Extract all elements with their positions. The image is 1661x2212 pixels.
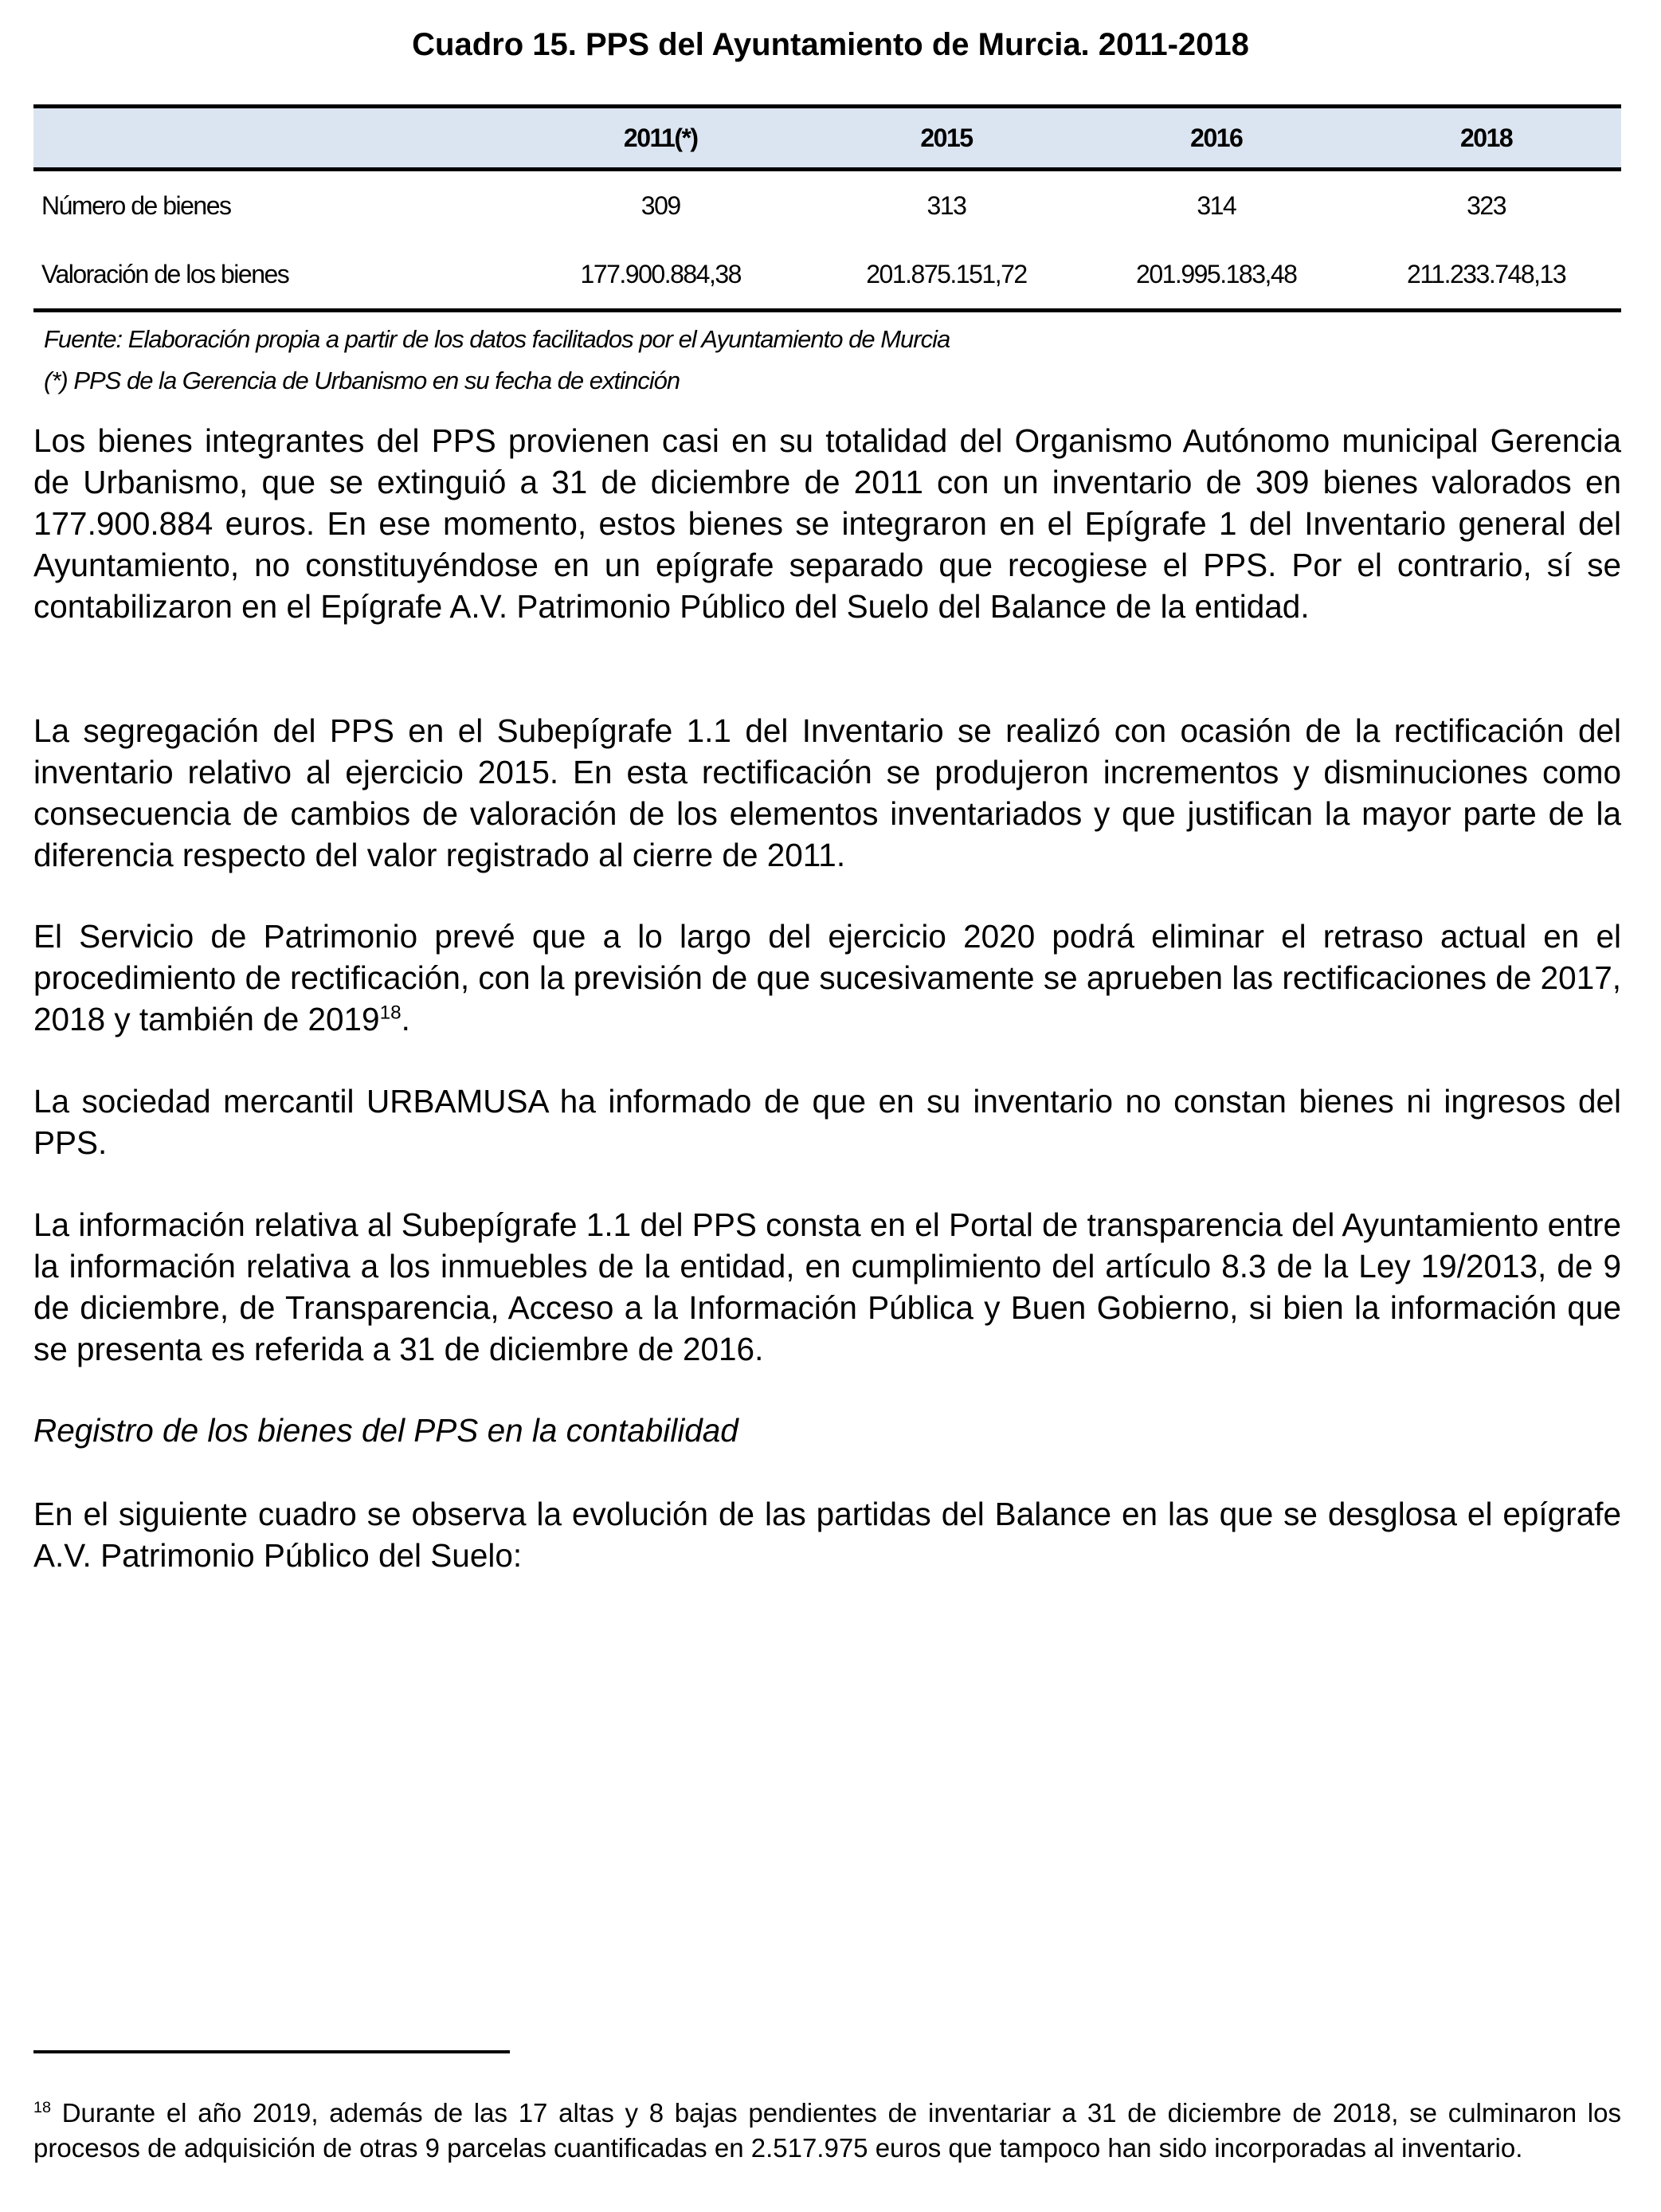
table-cell: 201.875.151,72 [812,240,1082,311]
paragraph: La información relativa al Subepígrafe 1.1 del PPS consta en el Portal de transparencia del Ayuntamiento entre la información relativa a los inmuebles de la entidad, en cumplimiento del artículo 8.3 de la Ley 19/2013, de 9 de diciembre, de Transparencia, Acceso a la Información Pública y Buen Gobierno, si bien la información que se presenta es referida a 31 de diciembre de 2016. [33,1206,1621,1367]
table-cell: 201.995.183,48 [1081,240,1351,311]
table-cell: 314 [1197,190,1236,220]
column-header: 2018 [1351,107,1621,170]
table-cell: 177.900.884,38 [510,240,812,311]
table-row [33,170,1621,241]
pps-table [33,104,1621,312]
paragraph-text: El Servicio de Patrimonio prevé que a lo largo del ejercicio 2020 podrá eliminar el retraso actual en el procedimiento de rectificación, con la previsión de que sucesivamente se aprueben las rectificaciones de 2017, 2018 y también de 2019 [33,918,1621,1037]
paragraph: En el siguiente cuadro se observa la evolución de las partidas del Balance en las que se desglosa el epígrafe A.V. Patrimonio Público del Suelo: [33,1496,1621,1574]
column-header: 2016 [1081,107,1351,170]
footnote-text: Durante el año 2019, además de las 17 altas y 8 bajas pendientes de inventariar a 31 de diciembre de 2018, se culminaron los procesos de adquisición de otras 9 parcelas cuantificadas en 2.517.975 euros que tampoco han sido incorporadas al inventario. [33,2098,1621,2163]
paragraph-end: . [401,1001,410,1037]
column-header: 2015 [812,107,1082,170]
table-cell: 211.233.748,13 [1351,240,1621,311]
paragraph: La segregación del PPS en el Subepígrafe 1.1 del Inventario se realizó con ocasión de la rectificación del inventario relativo al ejercicio 2015. En esta rectificación se produjeron incrementos y disminuciones como consecuencia de cambios de valoración de los elementos inventariados y que justifican la mayor parte de la diferencia respecto del valor registrado al cierre de 2011. [33,712,1621,873]
row-label: Valoración de los bienes [33,240,510,311]
paragraph [33,916,1621,1040]
table-note: (*) PPS de la Gerencia de Urbanismo en su fecha de extinción [44,367,680,394]
footnote-separator [33,2050,510,2053]
table-source: Fuente: Elaboración propia a partir de los datos facilitados por el Ayuntamiento de Murcia [44,325,950,353]
footnote-number: 18 [33,2099,52,2116]
column-header: 2011(*) [510,107,812,170]
row-label: Número de bienes [41,190,231,220]
paragraph: Los bienes integrantes del PPS provienen casi en su totalidad del Organismo Autónomo municipal Gerencia de Urbanismo, que se extinguió a 31 de diciembre de 2011 con un inventario de 309 bienes valorados en 177.900.884 euros. En ese momento, estos bienes se integraron en el Epígrafe 1 del Inventario general del Ayuntamiento, no constituyéndose en un epígrafe separado que recogiese el PPS. Por el contrario, sí se contabilizaron en el Epígrafe A.V. Patrimonio Público del Suelo del Balance de la entidad. [33,422,1621,625]
table-cell: 313 [926,190,966,220]
section-heading: Registro de los bienes del PPS en la contabilidad [33,1412,738,1449]
table-header-row [33,107,1621,170]
table-cell: 323 [1467,190,1506,220]
footnote-reference: 18 [379,1002,402,1024]
footnote [33,2096,1621,2166]
table-title: Cuadro 15. PPS del Ayuntamiento de Murcia. 2011-2018 [412,27,1249,62]
table-row [33,240,1621,311]
table-cell: 309 [641,190,680,220]
paragraph: La sociedad mercantil URBAMUSA ha informado de que en su inventario no constan bienes ni ingresos del PPS. [33,1083,1621,1161]
column-header [33,107,510,170]
